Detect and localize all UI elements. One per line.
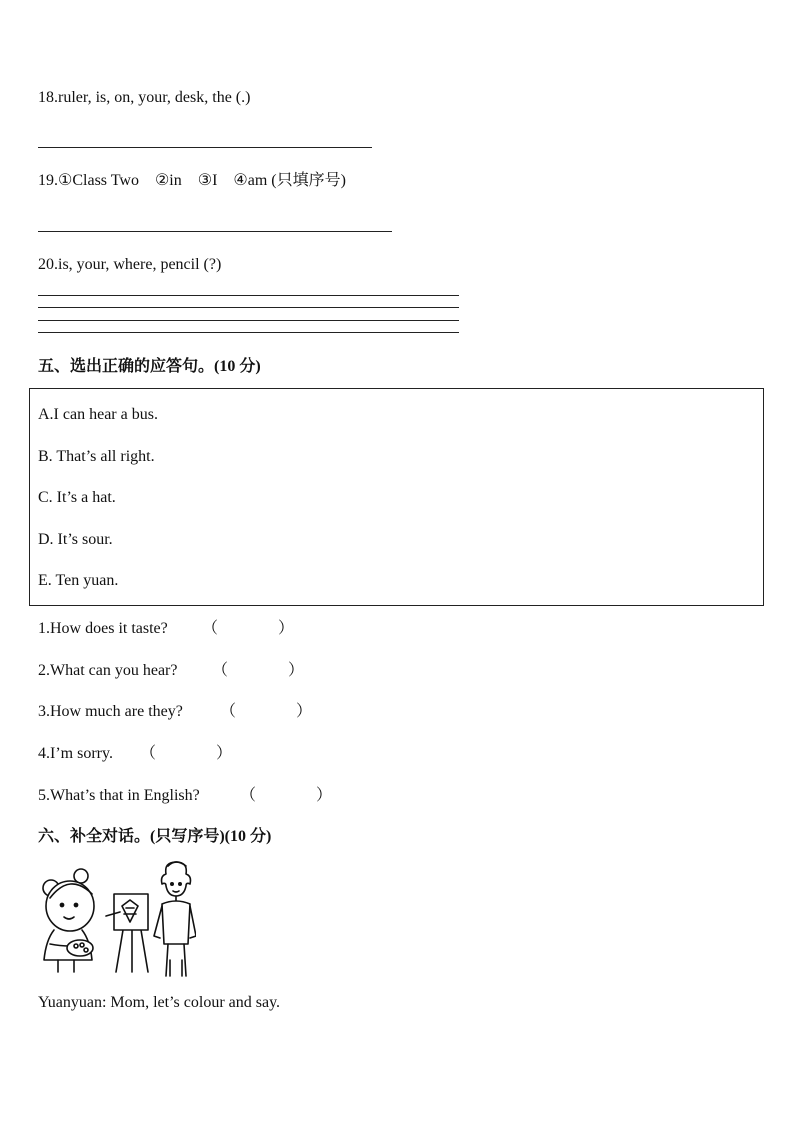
option-b: B. That’s all right. bbox=[38, 448, 155, 465]
paren-close: ） bbox=[278, 620, 295, 637]
answer-line-18[interactable] bbox=[38, 147, 372, 148]
option-c: C. It’s a hat. bbox=[38, 489, 116, 506]
paren-close: ） bbox=[296, 703, 313, 720]
question-5-1: 1.How does it taste? bbox=[38, 620, 168, 637]
question-5-2: 2.What can you hear? bbox=[38, 662, 178, 679]
question-18: 18.ruler, is, on, your, desk, the (.) bbox=[38, 89, 251, 106]
paren-close: ） bbox=[316, 787, 333, 804]
answer-blank-5[interactable] bbox=[240, 786, 332, 806]
section-6-heading: 六、补全对话。(只写序号)(10 分) bbox=[38, 828, 272, 845]
option-a: A.I can hear a bus. bbox=[38, 406, 158, 423]
answer-line-20c[interactable] bbox=[38, 320, 459, 321]
answer-line-20a[interactable] bbox=[38, 295, 459, 296]
answer-blank-2[interactable] bbox=[212, 661, 304, 681]
question-5-4: 4.I’m sorry. bbox=[38, 745, 113, 762]
answer-blank-1[interactable] bbox=[202, 619, 294, 639]
paren-open: （ bbox=[220, 703, 237, 720]
dialogue-line-1: Yuanyuan: Mom, let’s colour and say. bbox=[38, 994, 281, 1011]
option-d: D. It’s sour. bbox=[38, 531, 113, 548]
paren-close: ） bbox=[216, 745, 233, 762]
answer-blank-4[interactable] bbox=[140, 744, 232, 764]
answer-line-19[interactable] bbox=[38, 231, 392, 232]
girl-painting-illustration bbox=[36, 860, 196, 980]
answer-line-20b[interactable] bbox=[38, 307, 459, 308]
question-5-5: 5.What’s that in English? bbox=[38, 787, 200, 804]
question-20: 20.is, your, where, pencil (?) bbox=[38, 256, 222, 273]
paren-open: （ bbox=[140, 745, 157, 762]
question-19: 19.①Class Two ②in ③I ④am (只填序号) bbox=[38, 172, 346, 189]
section-5-heading: 五、选出正确的应答句。(10 分) bbox=[38, 358, 261, 375]
answer-line-20d[interactable] bbox=[38, 332, 459, 333]
paren-open: （ bbox=[240, 787, 257, 804]
question-5-3: 3.How much are they? bbox=[38, 703, 183, 720]
paren-close: ） bbox=[288, 662, 305, 679]
paren-open: （ bbox=[212, 662, 229, 679]
answer-blank-3[interactable] bbox=[220, 702, 312, 722]
option-e: E. Ten yuan. bbox=[38, 572, 119, 589]
paren-open: （ bbox=[202, 620, 219, 637]
